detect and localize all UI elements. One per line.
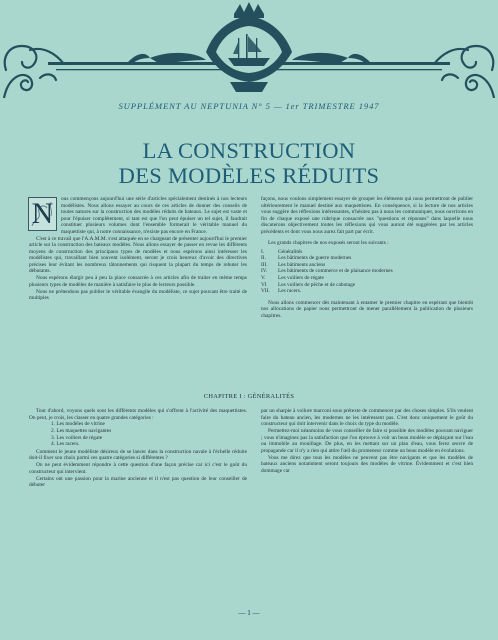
paragraph: Comment le jeune modéliste désireux de se lancer dans la construction navale à l'échelle réduite doit-il fixer son choix parmi ces quatre catégories si différentes ?	[29, 448, 247, 462]
paragraph: Nous espérons élargir peu à peu la place consacrée à ces articles afin de traiter en même temps plusieurs types de modèles de manière à satisfaire le plus de lecteurs possible.	[29, 275, 247, 288]
list-item: VI Les voiliers de pêche et de cabotage	[261, 281, 356, 288]
paragraph: par un sharpie à voilure marconi sous prétexte de commencer par des choses simples. S'ils veulent faire du bateau ancien, les modernes ne les intéressent pas. C'est donc uniquement le goût du constructeur qui doit intervenir dans le choix du type du modèle.	[261, 408, 473, 428]
paragraph: Nous ne prétendons pas publier le véritable évangile du modéliste, ce sujet pouvant être traité de multiples	[29, 288, 247, 302]
decorative-header-ornament	[0, 0, 498, 98]
column-4	[261, 408, 473, 475]
title-line-1: LA CONSTRUCTION	[142, 138, 356, 163]
title-line-2: DES MODÈLES RÉDUITS	[118, 163, 380, 188]
paragraph: Les grands chapitres de nos exposés seront les suivants :	[268, 240, 389, 247]
column-2	[261, 196, 473, 320]
column-1	[29, 196, 247, 302]
list-item: V. Les voiliers de régate	[261, 275, 324, 282]
category-list	[29, 421, 247, 447]
list-item: 1. Les modèles de vitrine	[51, 421, 105, 428]
paragraph: C'est à ce travail que l'A.A.M.M. s'est attaquée en se chargeant de présenter aujourd'hui le premier article sur la construction des bateaux modèles. Nous allons essayer de passer en revue les différents moyens de construction des principaux types de modèles et nous espérons ainsi intéresser les modélistes qui, travaillant bien souvent isolément, seront je crois heureux d'avoir des directives précises leur évitant les nombreux tâtonnements qui risquent la plupart du temps de rebuter les débutants.	[29, 235, 247, 275]
list-item: 3. Les voiliers de régate	[51, 434, 103, 441]
list-item: 4. Les racers.	[51, 441, 80, 448]
list-item: IV. Les bâtiments de commerce et de plaisance modernes	[261, 268, 393, 275]
paragraph: façons, nous voulons simplement essayer de grouper les éléments qui nous permettront de publier ultérieurement le manuel destiné aux maquettistes. En conséquence, si la lecture de nos articles vous suggère des réflexions intéressantes, n'hésitez pas à nous les communiquer, nous ouvrirons en fin de chaque exposé une rubrique consacrée aux "questions et réponses" dans laquelle nous discuterons objectivement toutes les réflexions qui vous auront été suggérées par les articles précédents et dont vous nous aurez fait part par écrit.	[261, 196, 473, 235]
page-number: — 1 —	[238, 609, 260, 617]
supplement-header: SUPPLÉMENT AU NEPTUNIA N° 5 — 1er TRIMESTRE 1947	[118, 101, 380, 111]
paragraph: Tout d'abord, voyons quels sont les différents modèles qui s'offrent à l'activité des maquettistes. On peut, je crois, les classer en quatre grandes catégories :	[29, 408, 247, 421]
drop-cap: N	[28, 197, 57, 231]
column-3	[29, 408, 247, 489]
paragraph: Certains ont une passion pour la marine ancienne et il n'est pas question de leur conseiller de débuter	[29, 475, 247, 489]
chapter-heading: CHAPITRE I : GÉNÉRALITÉS	[203, 393, 295, 400]
list-item: VII. Les racers.	[261, 288, 302, 295]
page-title	[0, 138, 498, 188]
list-item: 2. Les maquettes navigantes	[51, 428, 112, 435]
list-item: III. Les bâtiments anciens	[261, 261, 326, 268]
list-item: I. Généralités	[261, 248, 303, 255]
ship-crest-icon	[206, 2, 292, 92]
chapter-list	[261, 249, 473, 295]
paragraph: On ne peut évidemment répondre à cette question d'une façon précise car ici c'est le goût du constructeur qui intervient.	[29, 462, 247, 475]
paragraph: ous commençons aujourd'hui une série d'articles spécialement destinés à nos lecteurs modélistes. Nous allons essayer au cours de ces articles de donner des conseils de toutes natures sur la construction des modèles réduits de bateaux. Le sujet est vaste et pour l'épuiser complètement, si tant est que l'on peut épuiser un tel sujet, il faudrait constituer plusieurs volumes dont l'ensemble formerait le véritable manuel du maquettiste qui, à notre connaissance, n'existe pas encore en France.	[61, 196, 247, 235]
paragraph: Nous allons commencer dès maintenant à entamer le premier chapitre en espérant que bientôt nos allocations de papier nous permettront de mener parallèlement la publication de plusieurs chapitres.	[261, 299, 473, 319]
paragraph: Vous me direz que tous les modèles ne peuvent pas être navigants et que les modèles de bateaux anciens notamment seront toujours des modèles de vitrine. Évidemment et c'est bien dommage car	[261, 454, 473, 474]
list-item: II. Les bâtiments de guerre modernes	[261, 255, 352, 262]
paragraph: Permettez-moi néanmoins de vous conseiller de faire si possible des modèles pouvant naviguer ; vous n'imaginez pas la satisfaction que l'on éprouve à voir un beau modèle se déplaçant sur l'eau ou immobile au mouillage. De plus, en les mettant sur un plan d'eau, vous ferez œuvre de propagande car il n'y a rien qui attire l'œil du promeneur comme un beau modèle en évolutions.	[261, 428, 473, 454]
